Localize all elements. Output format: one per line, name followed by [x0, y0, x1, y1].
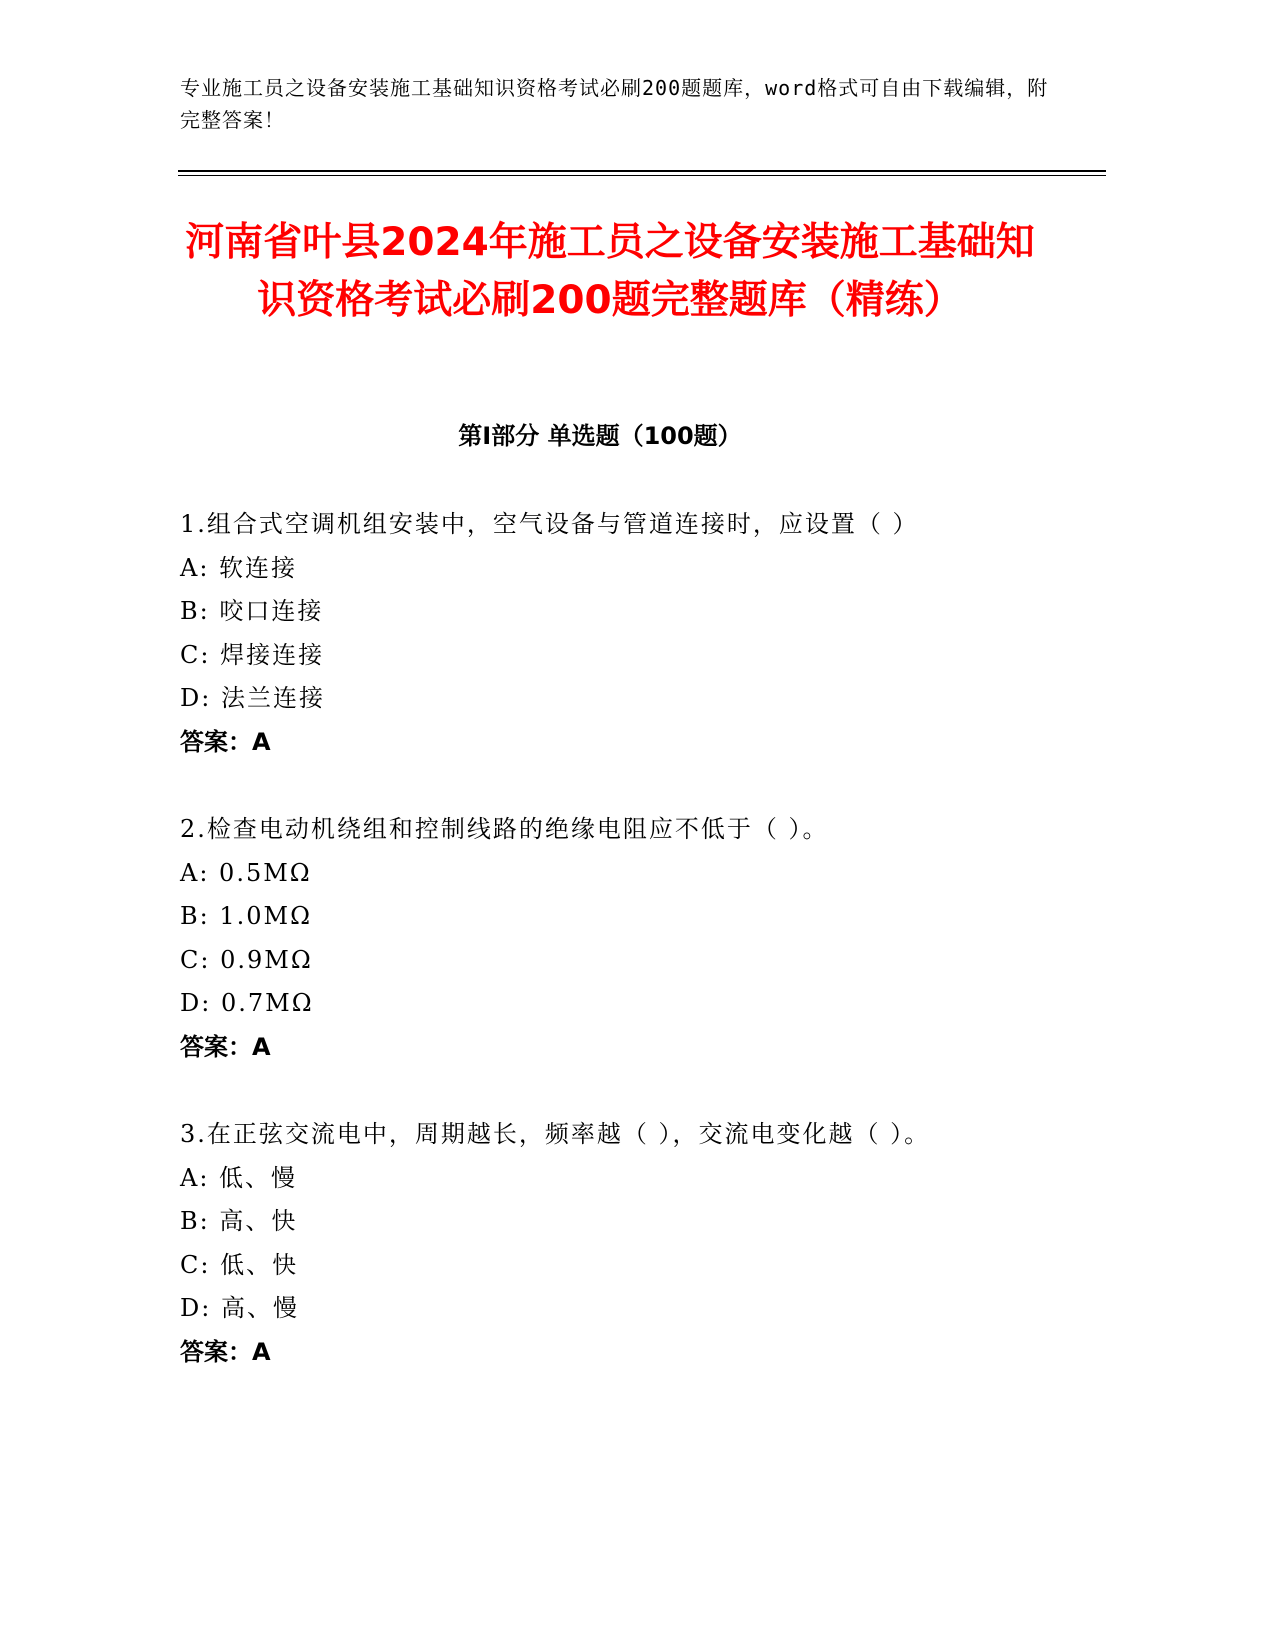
question-stem: 2.检查电动机绕组和控制线路的绝缘电阻应不低于（ ）。 [180, 815, 829, 843]
option-d: D: 高、慢 [180, 1294, 299, 1322]
question-stem: 1.组合式空调机组安装中，空气设备与管道连接时，应设置（ ） [180, 510, 919, 538]
document-title: 河南省叶县2024年施工员之设备安装施工基础知识资格考试必刷200题完整题库（精练） [185, 220, 1035, 323]
question-3 [180, 1113, 1080, 1374]
option-b: B: 1.0MΩ [180, 902, 312, 930]
option-c: C: 低、快 [180, 1250, 299, 1279]
option-a: A: 低、慢 [180, 1163, 298, 1192]
option-d: D: 0.7MΩ [180, 989, 314, 1017]
option-a: A: 0.5MΩ [180, 858, 312, 887]
option-c: C: 焊接连接 [180, 640, 325, 669]
question-1 [180, 503, 1080, 764]
answer: 答案：A [180, 1337, 271, 1366]
question-stem: 3.在正弦交流电中，周期越长，频率越（ ），交流电变化越（ ）。 [180, 1120, 931, 1148]
option-d: D: 法兰连接 [180, 684, 325, 712]
option-a: A: 软连接 [180, 553, 298, 582]
option-b: B: 高、快 [180, 1207, 298, 1235]
header-divider-thick [178, 170, 1106, 172]
section-heading: 第I部分 单选题（100题） [458, 422, 742, 450]
header-divider-thin [178, 175, 1106, 176]
option-b: B: 咬口连接 [180, 597, 324, 625]
answer: 答案：A [180, 727, 271, 756]
question-2 [180, 808, 1080, 1069]
header-note: 专业施工员之设备安装施工基础知识资格考试必刷200题题库，word格式可自由下载编辑，附完整答案！ [180, 76, 1049, 132]
option-c: C: 0.9MΩ [180, 945, 313, 974]
answer: 答案：A [180, 1032, 271, 1061]
